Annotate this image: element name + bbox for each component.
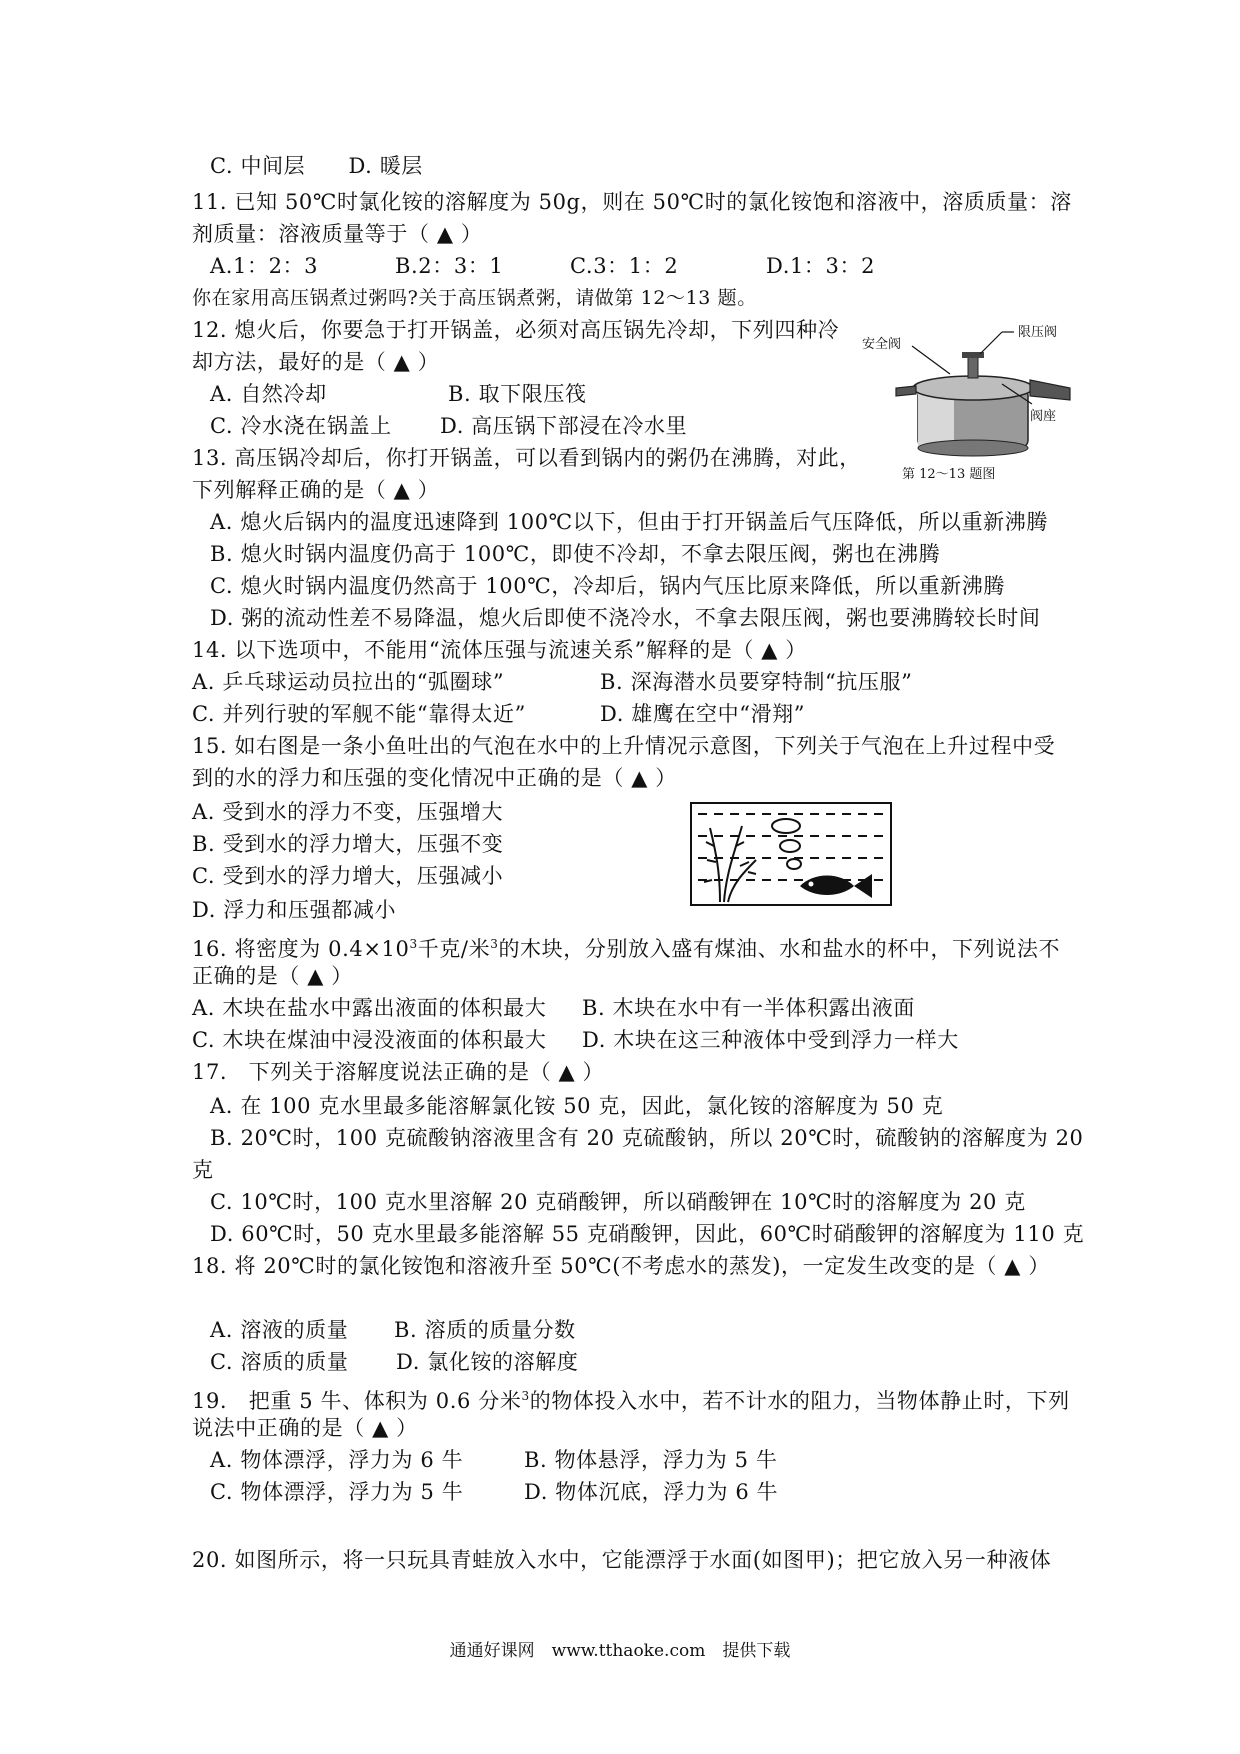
q11-option-c: C.3：1：2 [570, 254, 679, 278]
q17-option-c: C. 10℃时，100 克水里溶解 20 克硝酸钾，所以硝酸钾在 10℃时的溶解度为 20 克 [210, 1190, 1026, 1214]
q18-option-b: B. 溶质的质量分数 [394, 1318, 576, 1342]
q16-superscript-2: 3 [490, 937, 499, 951]
q11-stem-line2: 剂质量：溶液质量等于（ ▲ ） [192, 222, 483, 246]
q16-stem-line2: 正确的是（ ▲ ） [192, 964, 353, 988]
q13-stem-line1: 13. 高压锅冷却后，你打开锅盖，可以看到锅内的粥仍在沸腾，对此， [192, 446, 861, 470]
pressure-cooker-figure [852, 322, 1082, 484]
q12-13-intro: 你在家用高压锅煮过粥吗?关于高压锅煮粥，请做第 12～13 题。 [192, 287, 757, 309]
q19-option-d: D. 物体沉底，浮力为 6 牛 [524, 1480, 779, 1504]
q18-option-a: A. 溶液的质量 [210, 1318, 349, 1342]
q12-option-b: B. 取下限压筏 [448, 382, 587, 406]
q16-stem-part3: 的木块，分别放入盛有煤油、水和盐水的杯中，下列说法不 [498, 937, 1061, 961]
q13-option-c: C. 熄火时锅内温度仍然高于 100℃，冷却后，锅内气压比原来降低，所以重新沸腾 [210, 574, 1005, 598]
q14-option-a: A. 乒乓球运动员拉出的“弧圈球” [192, 670, 505, 694]
q11-stem-line1: 11. 已知 50℃时氯化铵的溶解度为 50g，则在 50℃时的氯化铵饱和溶液中，溶质质量：溶 [192, 190, 1072, 214]
q16-option-c: C. 木块在煤油中浸没液面的体积最大 [192, 1028, 547, 1052]
q14-option-c: C. 并列行驶的军舰不能“靠得太近” [192, 702, 526, 726]
q17-option-d: D. 60℃时，50 克水里最多能溶解 55 克硝酸钾，因此，60℃时硝酸钾的溶解度为 110 克 [210, 1222, 1085, 1246]
q15-option-d: D. 浮力和压强都减小 [192, 898, 397, 922]
q11-option-d: D.1：3：2 [766, 254, 876, 278]
q18-option-c: C. 溶质的质量 [210, 1350, 349, 1374]
q14-stem: 14. 以下选项中，不能用“流体压强与流速关系”解释的是（ ▲ ） [192, 638, 807, 662]
q10-options-cd: C. 中间层 D. 暖层 [210, 154, 423, 178]
q12-stem-line2: 却方法，最好的是（ ▲ ） [192, 350, 440, 374]
q13-option-b: B. 熄火时锅内温度仍高于 100℃，即使不冷却，不拿去限压阀，粥也在沸腾 [210, 542, 941, 566]
label-pressure-limit-valve: 限压阀 [1018, 325, 1058, 340]
q19-stem-part1: 19. 把重 5 牛、体积为 0.6 分米 [192, 1389, 522, 1413]
q18-option-d: D. 氯化铵的溶解度 [396, 1350, 579, 1374]
q16-stem-part1: 16. 将密度为 0.4×10 [192, 937, 410, 961]
q16-stem-line1 [192, 930, 1060, 963]
q13-stem-line2: 下列解释正确的是（ ▲ ） [192, 478, 440, 502]
q15-option-b: B. 受到水的浮力增大，压强不变 [192, 832, 504, 856]
q19-stem-line2: 说法中正确的是（ ▲ ） [192, 1416, 418, 1440]
q13-option-d: D. 粥的流动性差不易降温，熄火后即使不浇冷水，不拿去限压阀，粥也要沸腾较长时间 [210, 606, 1041, 630]
q17-option-b-line2: 克 [192, 1158, 214, 1182]
figure-caption-12-13: 第 12～13 题图 [902, 467, 996, 482]
q15-option-a: A. 受到水的浮力不变，压强增大 [192, 800, 504, 824]
label-safety-valve: 安全阀 [862, 337, 902, 352]
q14-option-d: D. 雄鹰在空中“滑翔” [600, 702, 806, 726]
q19-superscript: 3 [521, 1389, 530, 1403]
pressure-cooker-illustration [852, 322, 1082, 484]
q12-option-d: D. 高压锅下部浸在冷水里 [440, 414, 688, 438]
page-footer: 通通好课网 www.tthaoke.com 提供下载 [449, 1641, 791, 1661]
q19-stem-part2: 的物体投入水中，若不计水的阻力，当物体静止时，下列 [529, 1389, 1070, 1413]
q19-option-a: A. 物体漂浮，浮力为 6 牛 [210, 1448, 464, 1472]
q17-option-b-line1: B. 20℃时，100 克硫酸钠溶液里含有 20 克硫酸钠，所以 20℃时，硫酸钠的溶解度为 20 [210, 1126, 1084, 1150]
q15-stem-line1: 15. 如右图是一条小鱼吐出的气泡在水中的上升情况示意图，下列关于气泡在上升过程中受 [192, 734, 1056, 758]
q19-option-b: B. 物体悬浮，浮力为 5 牛 [524, 1448, 778, 1472]
q11-option-b: B.2：3：1 [395, 254, 504, 278]
fish-bubble-illustration [690, 802, 892, 906]
q15-stem-line2: 到的水的浮力和压强的变化情况中正确的是（ ▲ ） [192, 766, 677, 790]
q19-option-c: C. 物体漂浮，浮力为 5 牛 [210, 1480, 464, 1504]
q20-stem-line1: 20. 如图所示，将一只玩具青蛙放入水中，它能漂浮于水面(如图甲)；把它放入另一种液体 [192, 1548, 1052, 1572]
q16-option-a: A. 木块在盐水中露出液面的体积最大 [192, 996, 547, 1020]
q18-stem: 18. 将 20℃时的氯化铵饱和溶液升至 50℃(不考虑水的蒸发)，一定发生改变的是（ ▲ ） [192, 1254, 1050, 1278]
q16-option-b: B. 木块在水中有一半体积露出液面 [582, 996, 915, 1020]
q16-option-d: D. 木块在这三种液体中受到浮力一样大 [582, 1028, 959, 1052]
q15-option-c: C. 受到水的浮力增大，压强减小 [192, 864, 504, 888]
q16-stem-part2: 千克/米 [417, 937, 491, 961]
q14-option-b: B. 深海潜水员要穿特制“抗压服” [600, 670, 913, 694]
q16-superscript-1: 3 [409, 937, 418, 951]
q12-option-a: A. 自然冷却 [210, 382, 327, 406]
q17-stem: 17. 下列关于溶解度说法正确的是（ ▲ ） [192, 1060, 605, 1084]
label-valve-seat: 阀座 [1030, 409, 1057, 424]
q12-option-c: C. 冷水浇在锅盖上 [210, 414, 392, 438]
q13-option-a: A. 熄火后锅内的温度迅速降到 100℃以下，但由于打开锅盖后气压降低，所以重新沸腾 [210, 510, 1048, 534]
q17-option-a: A. 在 100 克水里最多能溶解氯化铵 50 克，因此，氯化铵的溶解度为 50 克 [210, 1094, 944, 1118]
q11-option-a: A.1：2：3 [210, 254, 319, 278]
q19-stem-line1 [192, 1382, 1070, 1415]
q12-stem-line1: 12. 熄火后，你要急于打开锅盖，必须对高压锅先冷却，下列四种冷 [192, 318, 840, 342]
fish-bubble-figure [690, 802, 892, 906]
